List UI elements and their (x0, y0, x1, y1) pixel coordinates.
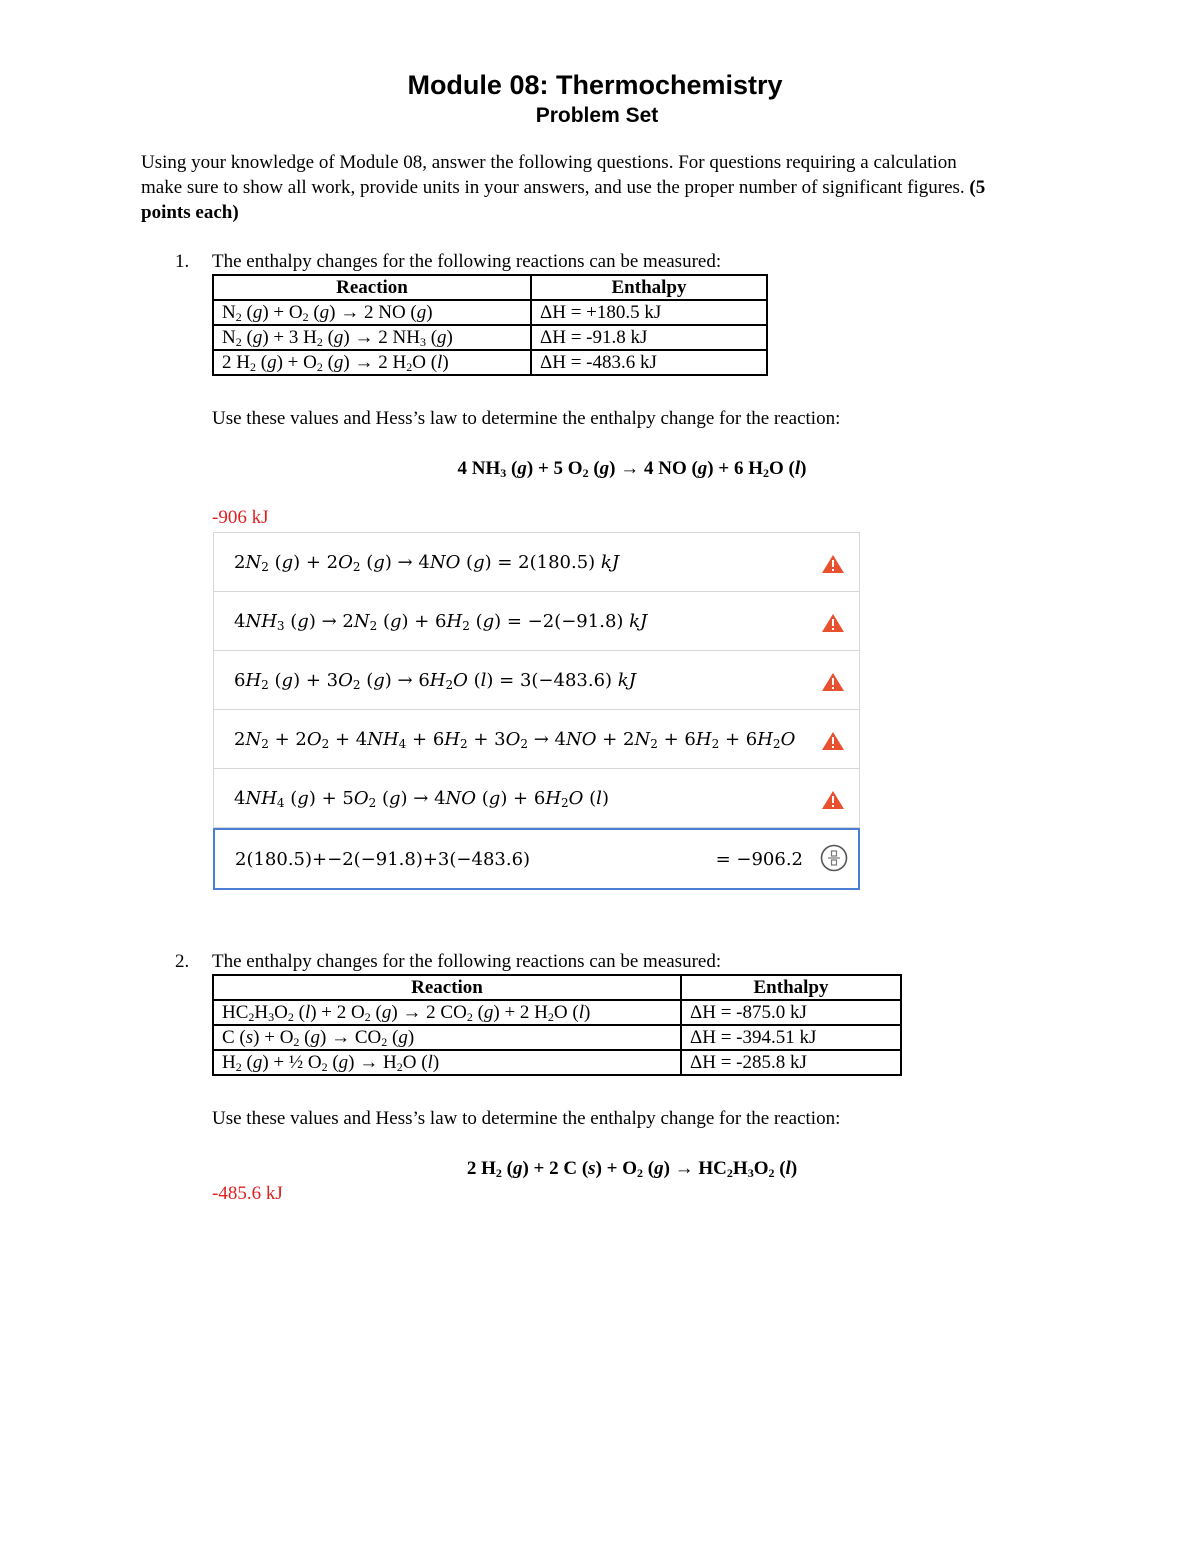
fraction-toggle-icon[interactable] (820, 844, 848, 872)
table-header-enthalpy: Enthalpy (531, 275, 767, 300)
reaction-cell: $HC_2H_3O_2$ (l) + 2 $O_2$ (g) → 2 $CO_2$ (g) + 2 $H_2O$ (l) (213, 1000, 681, 1025)
calc-expression-row[interactable] (213, 592, 860, 651)
reaction-cell: $H_2$ (g) + ½ $O_2$ $(g) \to H_2O$ (l) (213, 1050, 681, 1075)
calc-expression: $6H_2$ $(g) + 3O_2$ $(g) \to 6H_2O$ (l) = 3(−483.6) kJ (234, 670, 636, 692)
table-header-reaction: Reaction (213, 975, 681, 1000)
reaction-cell: C $(s) + O_2$ $(g) \to CO_2$ (g) (213, 1025, 681, 1050)
table-row (213, 1050, 901, 1075)
table-row (213, 325, 767, 350)
question-1-hess-text: Use these values and Hess’s law to determine the enthalpy change for the reaction: (212, 408, 841, 429)
calculator-panel (213, 532, 860, 890)
calc-expression-row[interactable] (213, 769, 860, 828)
calc-expression: $4NH_3$ $(g) \to 2N_2$ $(g) + 6H_2$ (g) = −2(−91.8) kJ (234, 611, 648, 633)
calc-expression-row[interactable] (213, 651, 860, 710)
warning-icon[interactable] (821, 731, 845, 751)
table-row (213, 1000, 901, 1025)
reaction-cell: 2 $H_2$ $(g) + O_2$ (g) → 2 $H_2O$ (l) (213, 350, 531, 375)
intro-text: Using your knowledge of Module 08, answer the following questions. For questions requiring a calculation make sure to show all work, provide units in your answers, and use the proper number of significant figures. (141, 152, 970, 198)
question-1-table (212, 274, 768, 376)
calc-active-input[interactable] (213, 828, 860, 890)
calc-result: = −906.2 (715, 849, 803, 870)
table-row (213, 300, 767, 325)
calc-expression: $4NH_4$ $(g) + 5O_2$ (g) → 4NO $(g) + 6H_2O$ (l) (234, 788, 609, 810)
warning-icon[interactable] (821, 613, 845, 633)
warning-icon[interactable] (821, 554, 845, 574)
question-2-text: The enthalpy changes for the following reactions can be measured: (212, 951, 722, 972)
question-2-number: 2. (175, 951, 190, 972)
warning-icon[interactable] (821, 672, 845, 692)
enthalpy-cell: ΔH = -91.8 kJ (531, 325, 767, 350)
table-header-enthalpy: Enthalpy (681, 975, 901, 1000)
question-1-answer: -906 kJ (212, 507, 269, 528)
table-row (213, 1025, 901, 1050)
calc-expression-row[interactable] (213, 710, 860, 769)
page-title: Module 08: Thermochemistry (407, 70, 783, 100)
enthalpy-cell: ΔH = -285.8 kJ (681, 1050, 901, 1075)
calc-expression: $2N_2 + 2O_2 + 4NH_4 + 6H_2 + 3O_2 \to 4NO + 2N_2 + 6H_2 + 6H_2O$ (234, 729, 796, 751)
enthalpy-cell: ΔH = -394.51 kJ (681, 1025, 901, 1050)
reaction-cell: $N_2$ (g) + 3 $H_2$ (g) → 2 $NH_3$ (g) (213, 325, 531, 350)
question-2-answer: -485.6 kJ (212, 1183, 283, 1204)
calc-expression: $2N_2$ $(g) + 2O_2$ (g) → 4NO (g) = 2(180.5) kJ (234, 552, 620, 574)
calc-input-expression: 2(180.5)+−2(−91.8)+3(−483.6) (235, 849, 531, 870)
intro-paragraph (141, 150, 1001, 225)
question-1-number: 1. (175, 251, 190, 272)
page-subtitle: Problem Set (535, 104, 659, 127)
warning-icon[interactable] (821, 790, 845, 810)
enthalpy-cell: ΔH = -483.6 kJ (531, 350, 767, 375)
table-row (213, 350, 767, 375)
question-1-text: The enthalpy changes for the following reactions can be measured: (212, 251, 722, 272)
question-2-table (212, 974, 902, 1076)
points-note: (5 points each) (141, 177, 986, 223)
question-2-hess-text: Use these values and Hess’s law to determine the enthalpy change for the reaction: (212, 1108, 841, 1129)
table-header-reaction: Reaction (213, 275, 531, 300)
reaction-cell: $N_2$ $(g) + O_2$ (g) → 2 NO (g) (213, 300, 531, 325)
enthalpy-cell: ΔH = +180.5 kJ (531, 300, 767, 325)
question-2-target-equation: 2 $H_2$ (g) + 2 C $(s) + O_2$ $(g) \to HC_2H_3O_2$ (l) (466, 1158, 798, 1180)
enthalpy-cell: ΔH = -875.0 kJ (681, 1000, 901, 1025)
calc-expression-row[interactable] (213, 532, 860, 592)
question-1-target-equation: 4 $NH_3$ (g) + 5 $O_2$ (g) → 4 NO (g) + 6 $H_2O$ (l) (457, 458, 807, 480)
